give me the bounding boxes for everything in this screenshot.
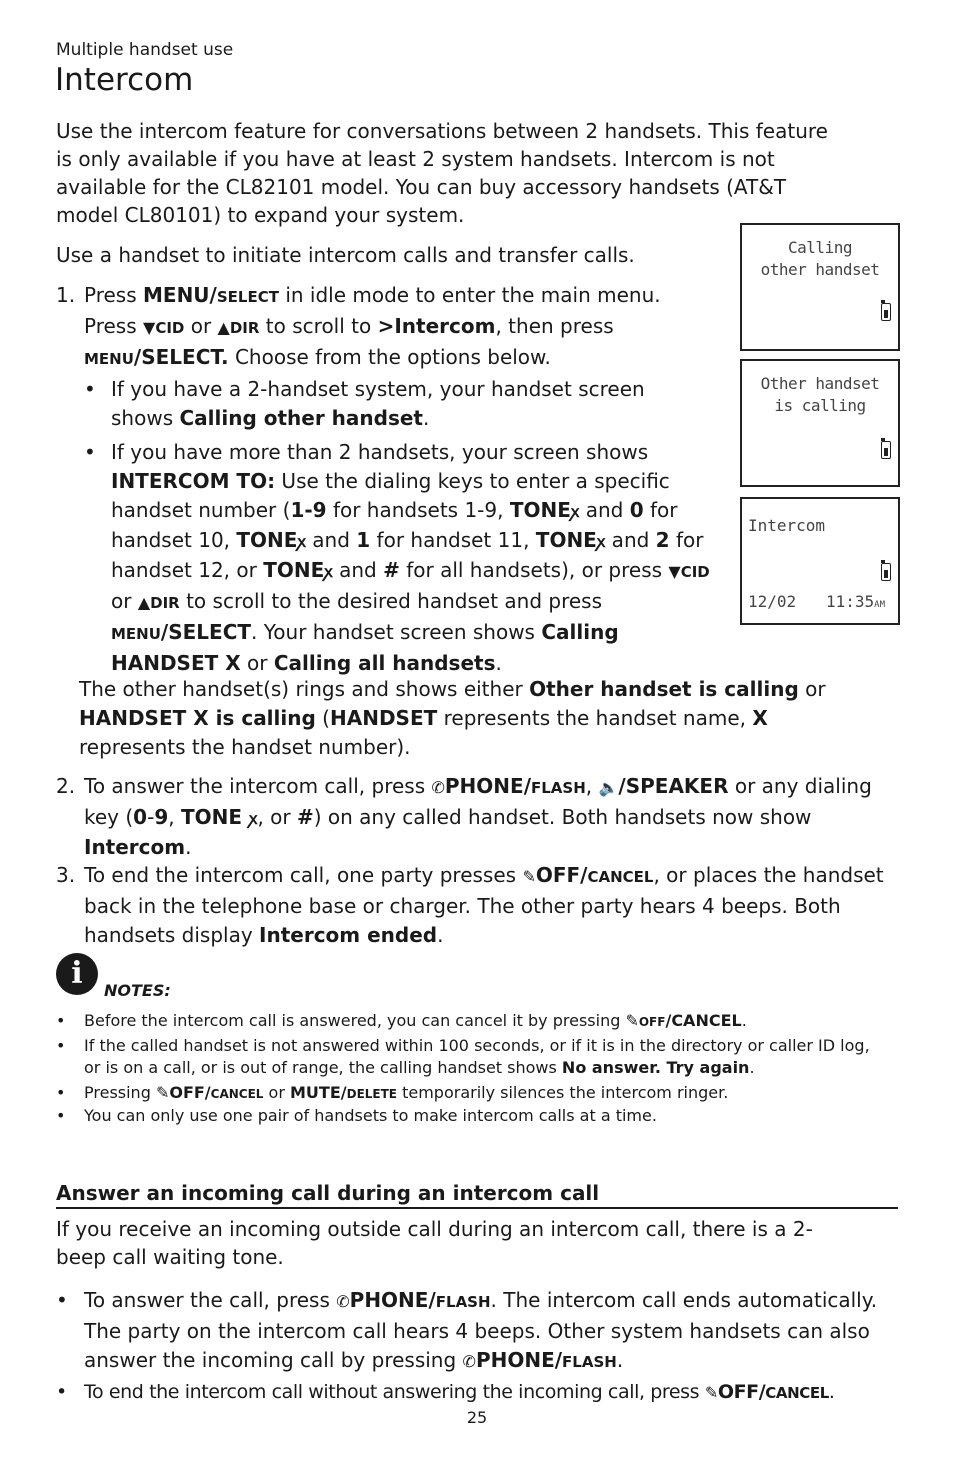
- other-handset-paragraph: The other handset(s) rings and shows either Other handset is calling or HANDSET X is calling (HANDSET represents the handset name, X represents the handset number).: [79, 677, 826, 759]
- tone-x-icon: ꭗ: [596, 532, 606, 551]
- battery-icon: [881, 563, 891, 581]
- screen-line: is calling: [774, 396, 866, 415]
- tone-x-icon: ꭗ: [324, 562, 333, 581]
- handset-screen-other-calling: [740, 359, 900, 487]
- speaker-icon: 🔈: [598, 778, 619, 797]
- bullet-icon: •: [56, 1083, 66, 1102]
- tone-x-icon: ꭗ: [570, 502, 580, 521]
- section-heading: Answer an incoming call during an intercom call: [56, 1181, 898, 1209]
- off-icon: ✎: [704, 1383, 718, 1402]
- handset-screen-intercom: [740, 497, 900, 625]
- bullet-icon: •: [56, 1036, 66, 1055]
- notes-label: NOTES:: [104, 981, 171, 1000]
- bullet-icon: •: [56, 1288, 68, 1312]
- step-3-text: To end the intercom call, one party presses ✎OFF/CANCEL, or places the handset back in the telephone base or charger. The other party hears 4 beeps. Both handsets display Intercom ended.: [84, 863, 884, 947]
- up-arrow-icon: ▲: [137, 593, 151, 612]
- screen-line: other handset: [760, 260, 880, 279]
- step-2-text: To answer the intercom call, press ✆PHONE/FLASH, 🔈/SPEAKER or any dialing key (0-9, TONE ꭗ, or #) on any called handset. Both handsets now show Intercom.: [84, 774, 872, 859]
- info-icon: i: [56, 953, 98, 995]
- screen-line: Intercom: [748, 516, 826, 535]
- handset-screen-calling: [740, 223, 900, 351]
- page-number: 25: [466, 1408, 488, 1427]
- answer-paragraph: If you receive an incoming outside call during an intercom call, there is a 2-beep call waiting tone.: [56, 1217, 813, 1269]
- off-icon: ✎: [625, 1011, 639, 1030]
- step-3: [56, 861, 898, 951]
- page-title: Intercom: [55, 62, 194, 98]
- battery-icon: [881, 441, 891, 459]
- down-arrow-icon: ▼: [143, 318, 156, 337]
- screen-time: 11:35AM: [826, 592, 886, 611]
- tone-x-icon: ꭗ: [248, 809, 258, 828]
- phone-icon: ✆: [462, 1352, 476, 1371]
- step-1-text: Press MENU/SELECT in idle mode to enter the main menu. Press ▼CID or ▲DIR to scroll to >Intercom, then press MENU/SELECT. Choose from the options below.: [84, 283, 661, 369]
- step-number: 1.: [56, 283, 76, 307]
- step-number: 2.: [56, 774, 76, 798]
- phone-icon: ✆: [336, 1292, 350, 1311]
- bullet-icon: •: [56, 1011, 66, 1030]
- bullet-icon: •: [84, 377, 96, 401]
- tone-x-icon: ꭗ: [297, 532, 306, 551]
- screen-date: 12/02: [748, 592, 797, 611]
- bullet-icon: •: [84, 440, 96, 464]
- intro-paragraph-2: Use a handset to initiate intercom calls and transfer calls.: [56, 243, 635, 267]
- step-1: [56, 281, 716, 371]
- bullet-icon: •: [56, 1381, 67, 1403]
- step-2: [56, 772, 898, 862]
- section-label: Multiple handset use: [56, 40, 234, 60]
- off-icon: ✎: [522, 867, 536, 886]
- intro-paragraph: Use the intercom feature for conversations between 2 handsets. This feature is only available if you have at least 2 system handsets. Intercom is not available for the CL82101 model. You can buy accessory handsets (AT&T model CL80101) to expand your system.: [56, 119, 828, 227]
- screen-line: Other handset: [760, 374, 880, 393]
- step-number: 3.: [56, 863, 76, 887]
- down-arrow-icon: ▼: [668, 562, 681, 581]
- bullet-icon: •: [56, 1106, 66, 1125]
- battery-icon: [881, 303, 891, 321]
- up-arrow-icon: ▲: [217, 318, 230, 337]
- phone-icon: ✆: [431, 778, 445, 797]
- off-icon: ✎: [155, 1083, 170, 1102]
- screen-line: Calling: [788, 238, 852, 257]
